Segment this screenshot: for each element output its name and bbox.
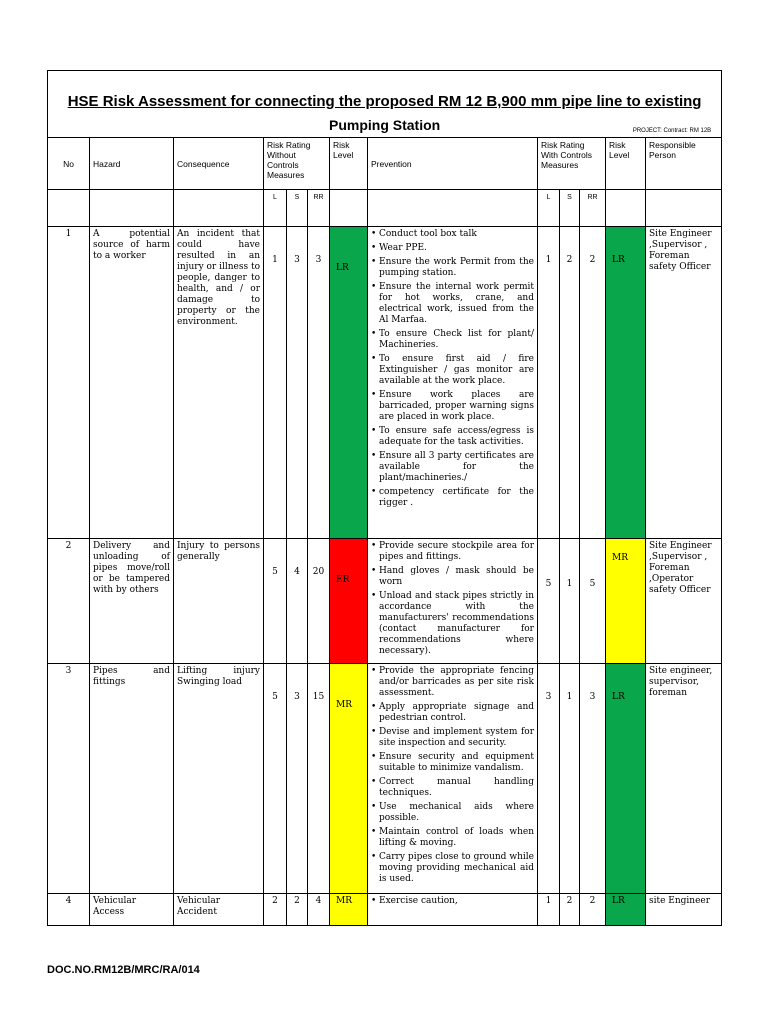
header-risk-level: Risk Level <box>330 138 368 190</box>
consequence-cell: Lifting injury Swinging load <box>174 664 264 894</box>
prevention-item: • To ensure first aid / fire Extinguisher / gas monitor are available at the work place. <box>371 354 534 387</box>
responsible-cell: Site engineer, supervisor, foreman <box>646 664 722 894</box>
subheader-blank <box>368 190 538 227</box>
rating-s2: 2 <box>560 894 580 926</box>
header-hazard: Hazard <box>90 138 174 190</box>
header-no: No <box>48 138 90 190</box>
rating-s2: 2 <box>560 227 580 539</box>
prevention-list <box>371 896 534 907</box>
row-number: 3 <box>48 664 90 894</box>
prevention-item: • Apply appropriate signage and pedestrian control. <box>371 702 534 724</box>
prevention-item: • Ensure all 3 party certificates are available for the plant/machineries./ <box>371 451 534 484</box>
risk-row <box>48 227 722 539</box>
subheader-l2: L <box>538 190 560 227</box>
prevention-item: • Wear PPE. <box>371 243 534 254</box>
rating-s: 4 <box>287 539 308 664</box>
prevention-list <box>371 229 534 509</box>
rating-s: 2 <box>287 894 308 926</box>
prevention-item: • Provide secure stockpile area for pipes and fittings. <box>371 541 534 563</box>
consequence-cell: Vehicular Accident <box>174 894 264 926</box>
prevention-item: • Maintain control of loads when lifting & moving. <box>371 827 534 849</box>
subheader-l: L <box>264 190 287 227</box>
prevention-item: • To ensure Check list for plant/ Machineries. <box>371 329 534 351</box>
subheader-rr: RR <box>308 190 330 227</box>
rating-s2: 1 <box>560 664 580 894</box>
header-row <box>48 138 722 190</box>
header-consequence: Consequence <box>174 138 264 190</box>
row-number: 2 <box>48 539 90 664</box>
header-rating-without: Risk Rating Without Controls Measures <box>264 138 330 190</box>
prevention-list <box>371 666 534 885</box>
prevention-item: • Correct manual handling techniques. <box>371 777 534 799</box>
rating-l2: 3 <box>538 664 560 894</box>
risk-level-cell: LR <box>330 227 368 539</box>
rating-l: 5 <box>264 664 287 894</box>
rating-l: 5 <box>264 539 287 664</box>
rating-rr2: 5 <box>580 539 606 664</box>
subheader-blank <box>646 190 722 227</box>
prevention-list <box>371 541 534 657</box>
hazard-cell: Delivery and unloading of pipes move/roll or be tampered with by others <box>90 539 174 664</box>
prevention-item: • Use mechanical aids where possible. <box>371 802 534 824</box>
risk-level-cell-2: LR <box>606 664 646 894</box>
prevention-cell <box>368 664 538 894</box>
responsible-cell: Site Engineer ,Supervisor , Foreman ,Operator safety Officer <box>646 539 722 664</box>
project-label: PROJECT: Contract: RM 12B <box>632 128 712 134</box>
subheader-blank <box>174 190 264 227</box>
rating-s: 3 <box>287 227 308 539</box>
header-risk-level-2: Risk Level <box>606 138 646 190</box>
subheader-blank <box>48 190 90 227</box>
prevention-item: • Ensure security and equipment suitable to minimize vandalism. <box>371 752 534 774</box>
prevention-item: • competency certificate for the rigger . <box>371 487 534 509</box>
hazard-cell: A potential source of harm to a worker <box>90 227 174 539</box>
header-prevention: Prevention <box>368 138 538 190</box>
prevention-item: • Unload and stack pipes strictly in accordance with the manufacturers' recommendations (contact manufacturer for recommendations where necessary). <box>371 591 534 657</box>
consequence-cell: An incident that could have resulted in an injury or illness to people, danger to health, and / or damage to property or the environment. <box>174 227 264 539</box>
consequence-cell: Injury to persons generally <box>174 539 264 664</box>
risk-assessment-document <box>47 70 721 926</box>
subheader-s: S <box>287 190 308 227</box>
rating-rr: 4 <box>308 894 330 926</box>
prevention-cell <box>368 894 538 926</box>
risk-level-cell-2: LR <box>606 894 646 926</box>
prevention-cell <box>368 539 538 664</box>
prevention-item: • Ensure the internal work permit for hot works, crane, and electrical work, issued from the Al Marfaa. <box>371 282 534 326</box>
rating-l: 2 <box>264 894 287 926</box>
risk-level-cell: ER <box>330 539 368 664</box>
risk-level-cell-2: MR <box>606 539 646 664</box>
prevention-cell <box>368 227 538 539</box>
rating-rr: 3 <box>308 227 330 539</box>
rating-s: 3 <box>287 664 308 894</box>
subheader-rr2: RR <box>580 190 606 227</box>
prevention-item: • Hand gloves / mask should be worn <box>371 566 534 588</box>
header-responsible: Responsible Person <box>646 138 722 190</box>
risk-level-cell: MR <box>330 894 368 926</box>
rating-rr: 20 <box>308 539 330 664</box>
rating-l2: 1 <box>538 894 560 926</box>
risk-assessment-table <box>47 70 722 926</box>
header-rating-with: Risk Rating With Controls Measures <box>538 138 606 190</box>
rating-rr: 15 <box>308 664 330 894</box>
row-number: 1 <box>48 227 90 539</box>
risk-level-cell-2: LR <box>606 227 646 539</box>
risk-row <box>48 894 722 926</box>
document-number: DOC.NO.RM12B/MRC/RA/014 <box>47 964 200 976</box>
rating-rr2: 2 <box>580 894 606 926</box>
prevention-item: • Ensure work places are barricaded, proper warning signs are placed in work place. <box>371 390 534 423</box>
rating-rr2: 3 <box>580 664 606 894</box>
prevention-item: • Carry pipes close to ground while moving providing mechanical aid is used. <box>371 852 534 885</box>
prevention-item: • To ensure safe access/egress is adequate for the task activities. <box>371 426 534 448</box>
row-number: 4 <box>48 894 90 926</box>
risk-level-cell: MR <box>330 664 368 894</box>
responsible-cell: site Engineer <box>646 894 722 926</box>
rating-s2: 1 <box>560 539 580 664</box>
hazard-cell: Vehicular Access <box>90 894 174 926</box>
prevention-item: • Devise and implement system for site inspection and security. <box>371 727 534 749</box>
subheader-row <box>48 190 722 227</box>
rating-l2: 1 <box>538 227 560 539</box>
rating-l: 1 <box>264 227 287 539</box>
subheader-s2: S <box>560 190 580 227</box>
document-subtitle: Pumping Station <box>328 117 441 133</box>
prevention-item: • Conduct tool box talk <box>371 229 534 240</box>
rating-l2: 5 <box>538 539 560 664</box>
risk-row <box>48 664 722 894</box>
prevention-item: • Exercise caution, <box>371 896 534 907</box>
rating-rr2: 2 <box>580 227 606 539</box>
title-cell <box>48 71 722 138</box>
subheader-blank <box>90 190 174 227</box>
document-title: HSE Risk Assessment for connecting the proposed RM 12 B,900 mm pipe line to existing <box>67 93 702 110</box>
subheader-blank <box>606 190 646 227</box>
subheader-blank <box>330 190 368 227</box>
risk-row <box>48 539 722 664</box>
prevention-item: • Provide the appropriate fencing and/or barricades as per site risk assessment. <box>371 666 534 699</box>
hazard-cell: Pipes and fittings <box>90 664 174 894</box>
prevention-item: • Ensure the work Permit from the pumping station. <box>371 257 534 279</box>
responsible-cell: Site Engineer ,Supervisor , Foreman safety Officer <box>646 227 722 539</box>
